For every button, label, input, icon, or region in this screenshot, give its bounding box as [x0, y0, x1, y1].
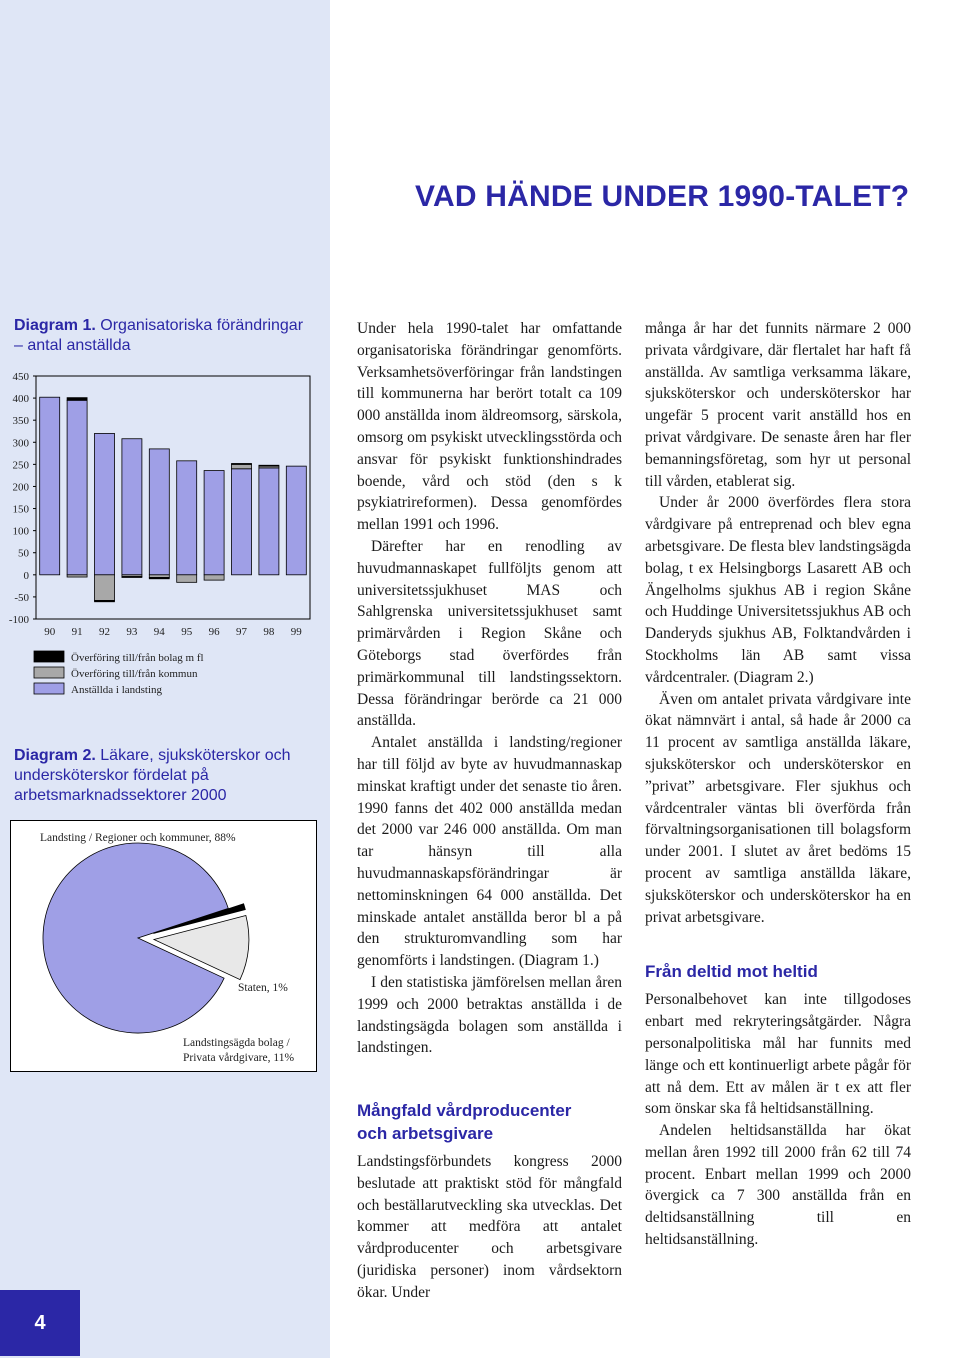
paragraph: Under år 2000 överfördes flera stora vårdgivare på entreprenad och blev egna arbetsgivare. De flesta blev landstingsägda bolag, t ex Helsingborgs Lasarett AB och Ängelholms sjukhus AB i region Skåne och Huddinge Universitetssjukhus AB och Danderyds sjukhus AB, Folktandvården i Stockholms län AB samt vissa vårdcentraler. (Diagram 2.): [645, 494, 911, 686]
diagram2-pie-chart: [10, 820, 318, 1073]
y-tick-label: 0: [23, 569, 29, 582]
bar-anstallda-landsting: [122, 439, 142, 575]
y-tick-label: 150: [12, 503, 29, 516]
pie-label-bolag-line1: Landstingsägda bolag /: [183, 1037, 290, 1049]
page-number-badge: [0, 1290, 80, 1356]
x-tick-label: 95: [181, 626, 193, 638]
text-column-2: [645, 318, 911, 1251]
heading-line: Mångfald vårdproducenter: [357, 1101, 572, 1121]
y-tick-label: 300: [12, 437, 29, 450]
diagram1-caption-text: Organisatoriska förändringar – antal anställda: [14, 317, 304, 354]
bar-overforing-bolag: [122, 577, 142, 578]
paragraph: många år har det funnits närmare 2 000 privata vårdgivare, där flertalet har haft få anställda. Av samtliga verksamma läkare, sjuksköterskor och undersköterskor har ungefär 5 procent varit anställd hos en privat vårdgivare. De senaste åren har fler bemanningsföretag, som hyr ut personal till vården, etablerat sig.: [645, 320, 911, 490]
bar-overforing-bolag: [232, 463, 252, 464]
bar-overforing-bolag: [149, 577, 169, 578]
diagram1-bar-chart: [0, 360, 325, 705]
paragraph: Under hela 1990-talet har omfattande organisatoriska förändringar genomförts. Verksamhetsöverföringar från landstingen till kommunerna har berört totalt ca 109 000 anställda inom äldreomsorg, särskola, omsorg om psykiskt utvecklingsstörda och ansvar för psykiskt funktionshindrades boende, vård och stöd (den s k psykiatrireformen). Dessa genomfördes mellan 1991 och 1996.: [357, 320, 622, 534]
bar-anstallda-landsting: [204, 471, 224, 575]
y-tick-label: 200: [12, 481, 29, 494]
bar-overforing-kommun: [177, 575, 197, 583]
section-heading-mangfald: [357, 1099, 622, 1145]
bar-anstallda-landsting: [177, 461, 197, 575]
bar-overforing-bolag: [67, 398, 87, 401]
bar-anstallda-landsting: [149, 449, 169, 575]
x-tick-label: 93: [126, 626, 138, 638]
x-tick-label: 92: [99, 626, 110, 638]
paragraph: Landstingsförbundets kongress 2000 beslutade att praktiskt stöd för mångfald och beställarutveckling ska utvecklas. Det kommer att medföra att antalet vårdproducenter och arbetsgivare (juridiska personer) inom vårdsektorn ökar. Under: [357, 1153, 622, 1301]
pie-label-bolag-line2: Privata vårdgivare, 11%: [183, 1052, 295, 1064]
paragraph: Även om antalet privata vårdgivare inte ökat nämnvärt i antal, så hade år 2000 ca 11 procent av samtliga anställda läkare, sjuksköterskor och undersköterskor en ”privat” arbetsgivare. Fler sjukhus och vårdcentraler väntas bli överförda från förvaltningsorganisationen till bolagsform under 2001. I slutet av året bedöms 15 procent av samtliga anställda läkare, sjuksköterskor och undersköterskor ha en privat arbetsgivare.: [645, 690, 911, 926]
y-tick-label: -100: [8, 614, 29, 626]
bar-overforing-bolag: [259, 465, 279, 466]
legend-swatch: [34, 651, 64, 662]
y-tick-label: 50: [18, 547, 29, 560]
section-heading-deltid: Från deltid mot heltid: [645, 962, 818, 982]
bar-anstallda-landsting: [286, 466, 306, 575]
legend-label: Överföring till/från bolag m fl: [71, 652, 204, 664]
y-tick-label: -50: [14, 591, 29, 604]
y-tick-label: 250: [12, 459, 29, 472]
paragraph: Andelen heltidsanställda har ökat mellan åren 1992 till 2000 från 62 till 74 procent. Enbart mellan 1999 och 2000 övergick ca 7 300 anställda från en deltidsanställning till en heltidsanställning.: [645, 1122, 911, 1249]
x-tick-label: 96: [208, 626, 220, 638]
legend-swatch: [34, 667, 64, 678]
pie-label-staten: Staten, 1%: [238, 982, 288, 994]
bar-overforing-kommun: [232, 464, 252, 468]
x-tick-label: 94: [153, 626, 165, 638]
x-tick-label: 90: [44, 626, 56, 638]
x-tick-label: 91: [71, 626, 83, 638]
y-tick-label: 450: [12, 371, 29, 383]
paragraph: Personalbehovet kan inte tillgodoses enbart med rekryteringsåtgärder. Några personalpolitiska mål har funnits med länge och ett kontinuerligt arbete pågår för att nå dem. Ett av målen är t ex att fler som önskar ska få heltidsanställning.: [645, 991, 911, 1118]
diagram2-caption-text: Läkare, sjuksköterskor och undersköterskor fördelat på arbetsmarknadssektorer 2000: [14, 747, 291, 804]
bar-overforing-bolag: [95, 600, 115, 601]
bar-overforing-kommun: [95, 575, 115, 601]
bar-overforing-kommun: [204, 575, 224, 580]
legend-label: Anställda i landsting: [71, 684, 163, 696]
bar-anstallda-landsting: [232, 469, 252, 575]
paragraph: Antalet anställda i landsting/regioner har till följd av byte av huvudmannaskap minskat kraftigt under det senaste tio åren. 1990 fanns det 402 000 anställda medan det 2000 var 246 000 anställda. Om man tar hänsyn till alla huvudmannaskapsförändringar är nettominskningen 64 000 anställda. Det minskade antalet anställda beror bl a på den strukturomvandling som har genomförts i landstingen. (Diagram 1.): [357, 734, 622, 970]
bar-anstallda-landsting: [259, 468, 279, 575]
diagram1-label: Diagram 1.: [14, 317, 96, 334]
page-number: 4: [34, 1311, 46, 1334]
diagram2-caption: [14, 746, 314, 806]
y-tick-label: 100: [12, 525, 29, 538]
diagram1-caption: [14, 316, 314, 356]
paragraph: Därefter har en renodling av huvudmannaskapet fullföljts genom att universitetssjukhuset MAS och Sahlgrenska universitetssjukhuset samt primärvården i Region Skåne och Göteborgs stad överfördes från primärkommunal till landstingssektorn. Dessa förändringar berörde ca 21 000 anställda.: [357, 537, 622, 730]
x-tick-label: 99: [290, 626, 302, 638]
heading-line: och arbetsgivare: [357, 1124, 494, 1144]
bar-anstallda-landsting: [40, 397, 60, 575]
legend-label: Överföring till/från kommun: [71, 668, 198, 680]
bar-overforing-kommun: [67, 575, 87, 577]
legend-swatch: [34, 683, 64, 694]
x-tick-label: 97: [236, 626, 247, 638]
paragraph: I den statistiska jämförelsen mellan åren 1999 och 2000 betraktas anställda i de landstingsägda bolagen som anställda i landstingen.: [357, 973, 622, 1057]
y-tick-label: 350: [12, 415, 29, 428]
diagram2-label: Diagram 2.: [14, 747, 96, 764]
pie-label-landsting: Landsting / Regioner och kommuner, 88%: [40, 832, 236, 844]
x-tick-label: 98: [263, 626, 275, 638]
y-tick-label: 400: [12, 393, 29, 406]
bar-anstallda-landsting: [67, 400, 87, 575]
text-column-1: [357, 318, 622, 1304]
bar-anstallda-landsting: [95, 433, 115, 574]
page-title: VAD HÄNDE UNDER 1990-TALET?: [415, 180, 910, 213]
